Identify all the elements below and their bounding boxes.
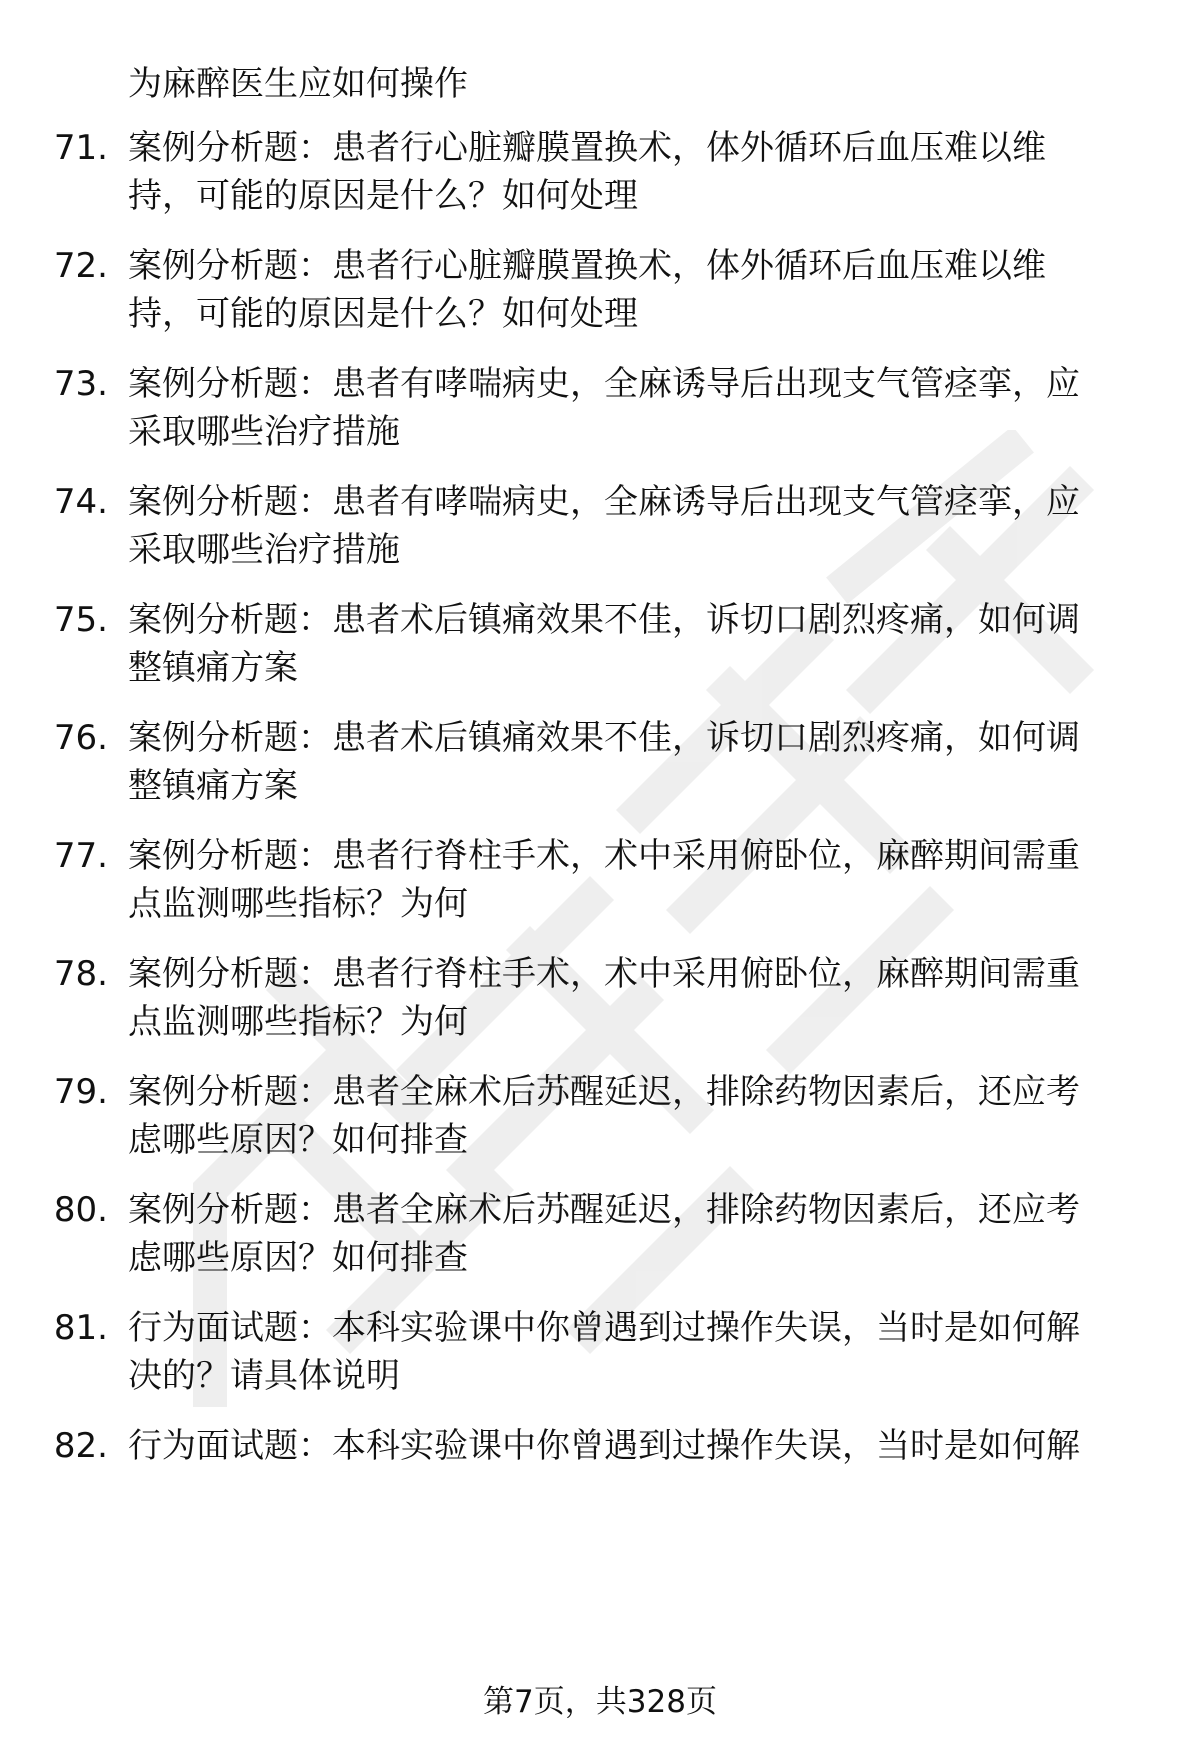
question-text-line: 点监测哪些指标？为何 (128, 884, 468, 924)
question-text-line: 案例分析题：患者全麻术后苏醒延迟，排除药物因素后，还应考 (128, 1072, 1080, 1112)
page-footer: 第7页，共328页 (483, 1684, 717, 1720)
question-number: 75. (53, 600, 108, 640)
question-number: 73. (53, 364, 108, 404)
question-text-line: 案例分析题：患者行心脏瓣膜置换术，体外循环后血压难以维 (128, 128, 1046, 168)
question-text-line: 点监测哪些指标？为何 (128, 1002, 468, 1042)
question-text-line: 行为面试题：本科实验课中你曾遇到过操作失误，当时是如何解 (128, 1426, 1080, 1466)
question-text-line: 整镇痛方案 (128, 766, 298, 806)
question-number: 76. (53, 718, 108, 758)
question-text-line: 案例分析题：患者术后镇痛效果不佳，诉切口剧烈疼痛，如何调 (128, 718, 1080, 758)
question-text-line: 案例分析题：患者行脊柱手术，术中采用俯卧位，麻醉期间需重 (128, 954, 1080, 994)
question-text-line: 虑哪些原因？如何排查 (128, 1238, 468, 1278)
question-text-line: 整镇痛方案 (128, 648, 298, 688)
question-number: 79. (53, 1072, 108, 1112)
question-text-line: 持，可能的原因是什么？如何处理 (128, 294, 638, 334)
question-number: 80. (53, 1190, 108, 1230)
question-number: 71. (53, 128, 108, 168)
question-text-line: 案例分析题：患者行心脏瓣膜置换术，体外循环后血压难以维 (128, 246, 1046, 286)
question-number: 81. (53, 1308, 108, 1348)
question-number: 82. (53, 1426, 108, 1466)
question-number: 78. (53, 954, 108, 994)
watermark (170, 430, 1130, 1450)
question-text-line: 持，可能的原因是什么？如何处理 (128, 176, 638, 216)
question-text-line: 采取哪些治疗措施 (128, 412, 400, 452)
question-text-line: 案例分析题：患者行脊柱手术，术中采用俯卧位，麻醉期间需重 (128, 836, 1080, 876)
question-text-line: 虑哪些原因？如何排查 (128, 1120, 468, 1160)
question-text-line: 采取哪些治疗措施 (128, 530, 400, 570)
question-text-line: 案例分析题：患者有哮喘病史，全麻诱导后出现支气管痉挛，应 (128, 364, 1080, 404)
question-number: 74. (53, 482, 108, 522)
continuation-text: 为麻醉医生应如何操作 (128, 64, 468, 104)
question-number: 77. (53, 836, 108, 876)
question-number: 72. (53, 246, 108, 286)
question-text-line: 行为面试题：本科实验课中你曾遇到过操作失误，当时是如何解 (128, 1308, 1080, 1348)
question-text-line: 案例分析题：患者术后镇痛效果不佳，诉切口剧烈疼痛，如何调 (128, 600, 1080, 640)
question-text-line: 案例分析题：患者有哮喘病史，全麻诱导后出现支气管痉挛，应 (128, 482, 1080, 522)
question-text-line: 案例分析题：患者全麻术后苏醒延迟，排除药物因素后，还应考 (128, 1190, 1080, 1230)
question-text-line: 决的？请具体说明 (128, 1356, 400, 1396)
